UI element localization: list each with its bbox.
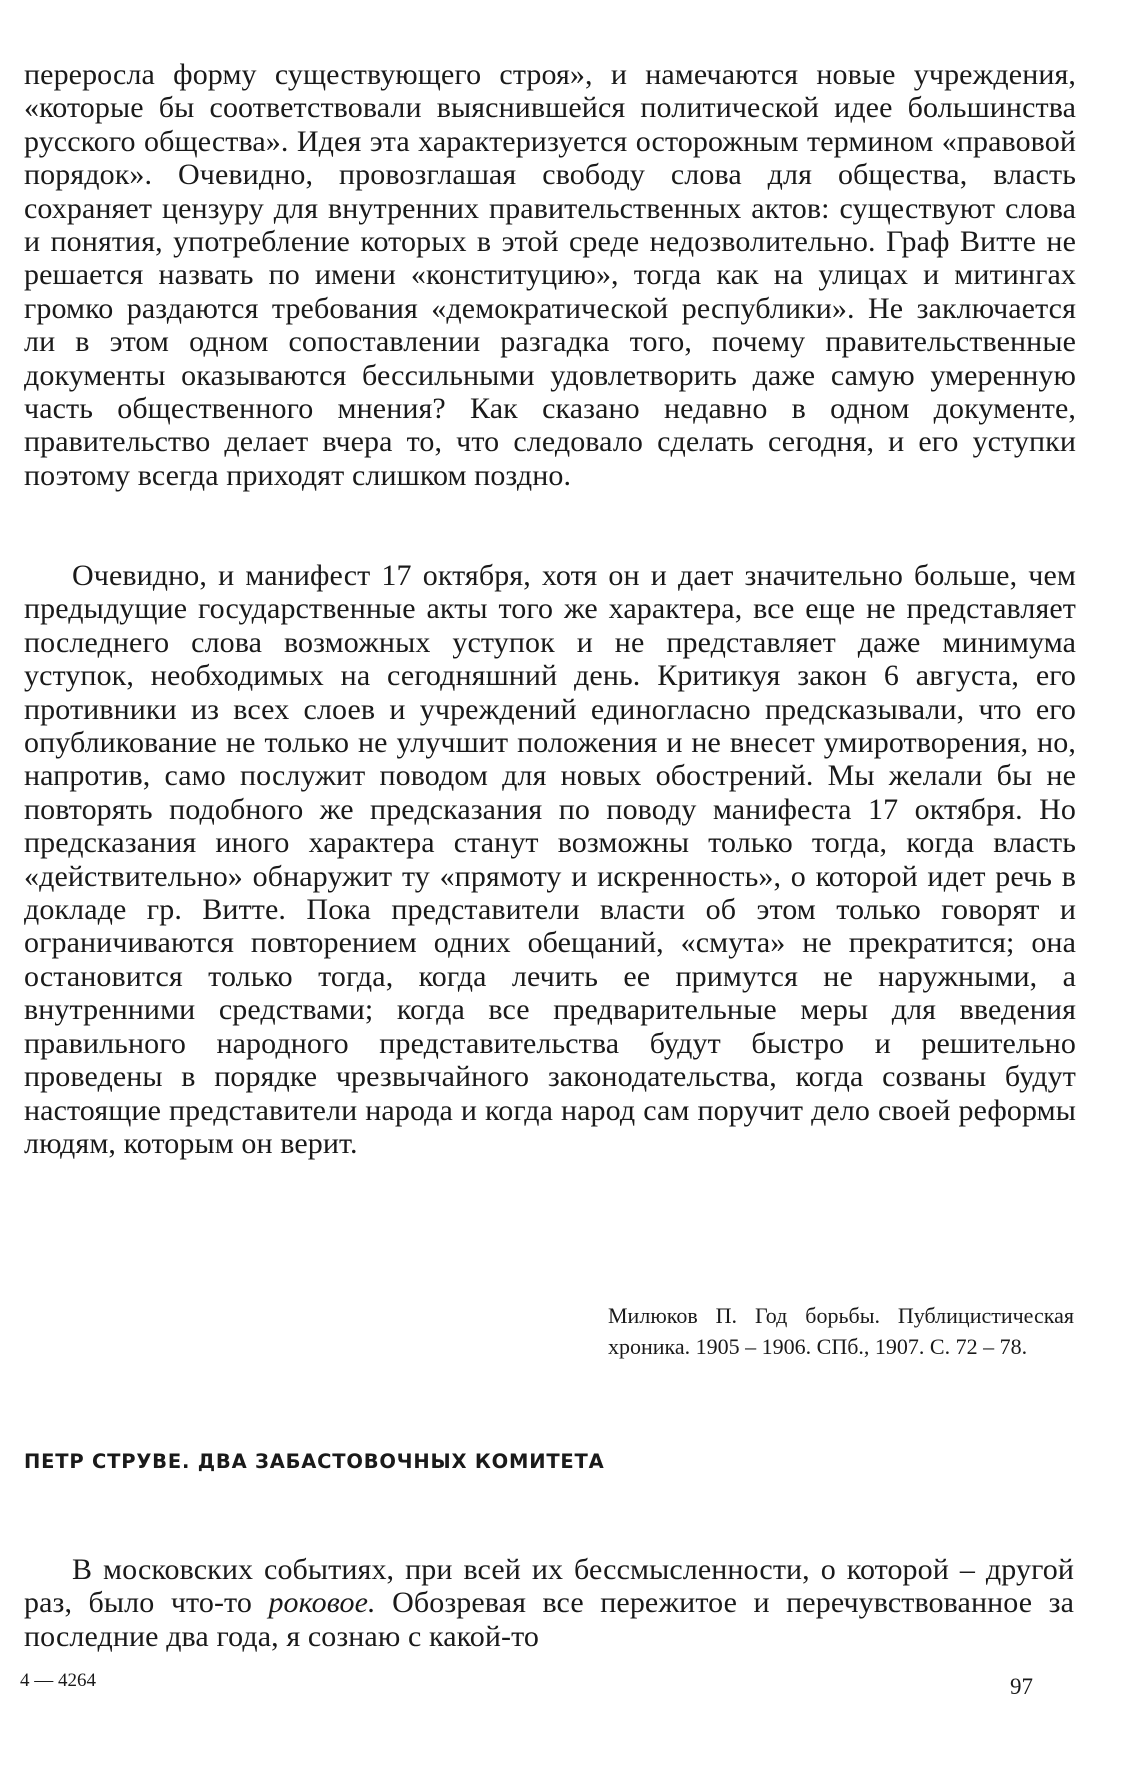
section-paragraph bbox=[24, 1553, 1074, 1653]
source-citation: Милюков П. Год борьбы. Публицистическая хроника. 1905 – 1906. СПб., 1907. С. 72 – 78. bbox=[608, 1303, 1074, 1359]
section-paragraph-start: В московских событиях, при всей их бессмысленности, о которой – другой раз, было что-то bbox=[24, 1553, 1074, 1620]
section-paragraph-end: Обозревая все пережитое и перечувствованное за последние два года, я сознаю с какой-то bbox=[24, 1586, 1074, 1653]
body-paragraph-1: переросла форму существующего строя», и намечаются новые учреждения, «которые бы соответствовали выяснившейся политической идее большинства русского общества». Идея эта характеризуется осторожным термином «правовой порядок». Очевидно, провозглашая свободу слова для общества, власть сохраняет цензуру для внутренних правительственных актов: существуют слова и понятия, употребление которых в этой среде недозволительно. Граф Витте не решается назвать по имени «конституцию», тогда как на улицах и митингах громко раздаются требования «демократической республики». Не заключается ли в этом одном сопоставлении разгадка того, почему правительственные документы оказываются бессильными удовлетворить даже самую умеренную часть общественного мнения? Как сказано недавно в одном документе, правительство делает вчера то, что следовало сделать сегодня, и его уступки поэтому всегда приходят слишком поздно. bbox=[24, 58, 1076, 492]
section-heading: ПЕТР СТРУВЕ. ДВА ЗАБАСТОВОЧНЫХ КОМИТЕТА bbox=[24, 1450, 605, 1473]
printer-signature-code: 4 — 4264 bbox=[20, 1670, 96, 1691]
section-paragraph-emphasis: роковое. bbox=[268, 1586, 376, 1620]
body-paragraph-2: Очевидно, и манифест 17 октября, хотя он и дает значительно больше, чем предыдущие государственные акты того же характера, все еще не представляет последнего слова возможных уступок и не представляет даже минимума уступок, необходимых на сегодняшний день. Критикуя закон 6 августа, его противники из всех слоев и учреждений единогласно предсказывали, что его опубликование не только не улучшит положения и не внесет умиротворения, но, напротив, само послужит поводом для новых обострений. Мы желали бы не повторять подобного же предсказания по поводу манифеста 17 октября. Но предсказания иного характера станут возможны только тогда, когда власть «действительно» обнаружит ту «прямоту и искренность», о которой идет речь в докладе гр. Витте. Пока представители власти об этом только говорят и ограничиваются повторением одних обещаний, «смута» не прекратится; она остановится только тогда, когда лечить ее примутся не наружными, а внутренними средствами; когда все предварительные меры для введения правильного народного представительства будут быстро и решительно проведены в порядке чрезвычайного законодательства, когда созваны будут настоящие представители народа и когда народ сам поручит дело своей реформы людям, которым он верит. bbox=[24, 559, 1076, 1160]
page-number: 97 bbox=[1010, 1674, 1033, 1699]
